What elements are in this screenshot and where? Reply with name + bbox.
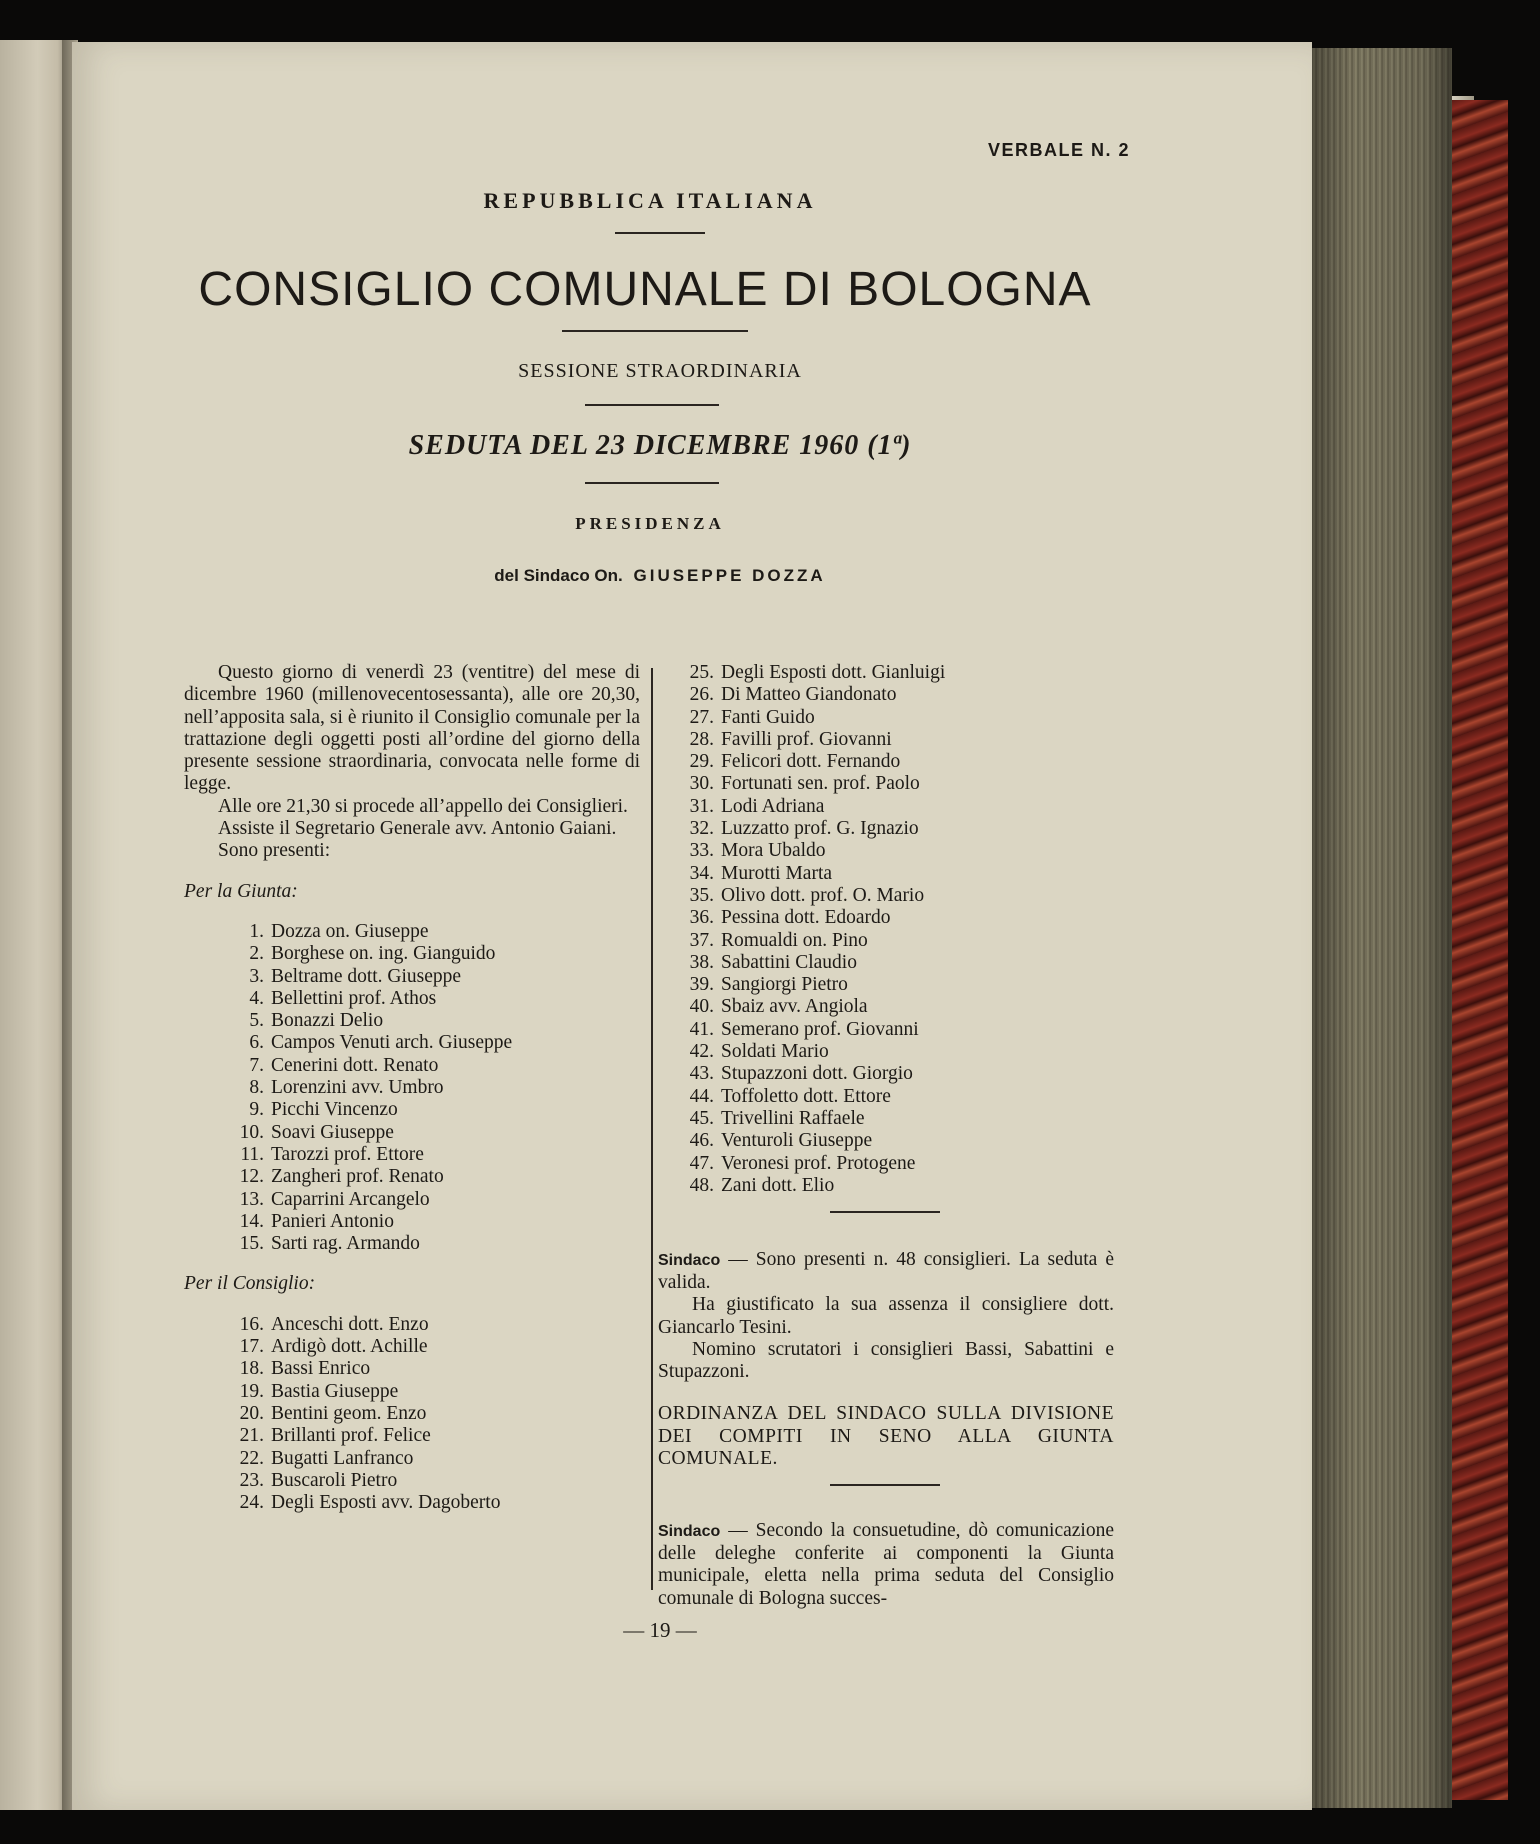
member-number: 38. <box>689 951 714 973</box>
member-item <box>658 1130 1114 1152</box>
member-name: Anceschi dott. Enzo <box>271 1313 429 1335</box>
member-item <box>184 1099 640 1121</box>
member-number: 36. <box>689 907 714 929</box>
member-item <box>658 729 1114 751</box>
member-name: Fanti Guido <box>721 706 815 728</box>
member-number: 13. <box>239 1188 264 1210</box>
member-name: Bellettini prof. Athos <box>271 987 437 1009</box>
member-number: 45. <box>689 1107 714 1129</box>
proceedings-paragraph: Ha giustificato la sua assenza il consigliere dott. Giancarlo Tesini. <box>658 1294 1114 1338</box>
member-item <box>184 1336 640 1358</box>
member-number: 2. <box>249 943 264 965</box>
member-item <box>658 1086 1114 1108</box>
member-item <box>184 988 640 1010</box>
member-name: Trivellini Raffaele <box>721 1107 865 1129</box>
member-number: 32. <box>689 818 714 840</box>
member-name: Mora Ubaldo <box>721 840 826 862</box>
member-number: 39. <box>689 974 714 996</box>
member-number: 34. <box>689 862 714 884</box>
member-number: 8. <box>249 1077 264 1099</box>
member-name: Olivo dott. prof. O. Mario <box>721 884 925 906</box>
member-item <box>184 1492 640 1514</box>
member-name: Semerano prof. Giovanni <box>721 1018 919 1040</box>
member-item <box>184 1144 640 1166</box>
member-item <box>658 907 1114 929</box>
member-number: 12. <box>239 1166 264 1188</box>
member-item <box>658 930 1114 952</box>
ordinance-heading: ORDINANZA DEL SINDACO SULLA DIVISIONE DEI COMPITI IN SENO ALLA GIUNTA COMUNALE. <box>658 1403 1114 1469</box>
council-title: CONSIGLIO COMUNALE DI BOLOGNA <box>198 263 1092 316</box>
member-name: Murotti Marta <box>721 862 833 884</box>
member-number: 28. <box>689 728 714 750</box>
member-number: 42. <box>689 1041 714 1063</box>
member-name: Pessina dott. Edoardo <box>721 907 891 929</box>
proceedings-paragraph <box>658 1520 1114 1610</box>
member-name: Sarti rag. Armando <box>271 1233 420 1255</box>
member-number: 47. <box>689 1152 714 1174</box>
member-name: Favilli prof. Giovanni <box>721 728 892 750</box>
proceedings-text: — Sono presenti n. 48 consiglieri. La seduta è valida. <box>658 1248 1114 1293</box>
member-name: Zani dott. Elio <box>721 1174 835 1196</box>
member-item <box>184 966 640 988</box>
member-number: 33. <box>689 840 714 862</box>
member-item <box>658 1041 1114 1063</box>
member-number: 46. <box>689 1130 714 1152</box>
marbled-cover <box>1452 100 1508 1800</box>
member-number: 11. <box>240 1143 264 1165</box>
member-number: 4. <box>249 987 264 1009</box>
member-item <box>184 1314 640 1336</box>
member-name: Dozza on. Giuseppe <box>271 920 429 942</box>
member-name: Toffoletto dott. Ettore <box>721 1085 891 1107</box>
member-name: Bonazzi Delio <box>271 1010 384 1032</box>
verbale-number: VERBALE N. 2 <box>987 140 1130 160</box>
member-number: 15. <box>239 1233 264 1255</box>
session-title: SESSIONE STRAORDINARIA <box>518 360 802 382</box>
member-number: 26. <box>689 684 714 706</box>
member-name: Bastia Giuseppe <box>271 1380 399 1402</box>
member-name: Di Matteo Giandonato <box>721 684 897 706</box>
member-item <box>658 885 1114 907</box>
member-name: Picchi Vincenzo <box>271 1099 398 1121</box>
member-name: Sangiorgi Pietro <box>721 974 848 996</box>
member-item <box>184 1358 640 1380</box>
member-name: Cenerini dott. Renato <box>271 1054 439 1076</box>
intro-paragraph: Alle ore 21,30 si procede all’appello dei Consiglieri. <box>218 795 628 817</box>
divider <box>585 482 719 484</box>
divider <box>830 1211 940 1213</box>
member-number: 1. <box>249 920 264 942</box>
member-number: 21. <box>239 1425 264 1447</box>
member-number: 24. <box>239 1492 264 1514</box>
member-number: 44. <box>689 1085 714 1107</box>
proceedings-paragraph <box>658 1249 1114 1295</box>
member-item <box>658 684 1114 706</box>
member-name: Bentini geom. Enzo <box>271 1402 427 1424</box>
divider <box>615 232 705 234</box>
member-name: Degli Esposti avv. Dagoberto <box>271 1492 501 1514</box>
member-name: Caparrini Arcangelo <box>271 1188 430 1210</box>
member-number: 14. <box>239 1210 264 1232</box>
member-name: Lorenzini avv. Umbro <box>271 1077 444 1099</box>
member-name: Buscaroli Pietro <box>271 1469 398 1491</box>
member-name: Venturoli Giuseppe <box>721 1130 873 1152</box>
member-item <box>658 1019 1114 1041</box>
member-number: 7. <box>249 1054 264 1076</box>
member-number: 25. <box>689 662 714 683</box>
member-number: 19. <box>239 1380 264 1402</box>
member-item <box>184 1055 640 1077</box>
member-number: 10. <box>239 1121 264 1143</box>
member-name: Degli Esposti dott. Gianluigi <box>721 662 946 683</box>
giunta-label: Per la Giunta: <box>184 880 298 902</box>
member-name: Luzzatto prof. G. Ignazio <box>721 818 919 840</box>
member-name: Brillanti prof. Felice <box>271 1425 431 1447</box>
member-item <box>658 707 1114 729</box>
member-item <box>658 1063 1114 1085</box>
member-name: Fortunati sen. prof. Paolo <box>721 773 920 795</box>
left-column <box>184 662 640 1514</box>
member-item <box>658 818 1114 840</box>
member-name: Sbaiz avv. Angiola <box>721 996 868 1018</box>
consiglio-list-left <box>184 1314 640 1515</box>
consiglio-list-right <box>658 662 1114 1197</box>
member-item <box>184 1233 640 1255</box>
member-number: 3. <box>249 965 264 987</box>
republic-title: REPUBBLICA ITALIANA <box>483 188 817 213</box>
member-item <box>658 662 1114 684</box>
member-number: 6. <box>249 1032 264 1054</box>
right-column <box>658 662 1114 1610</box>
member-item <box>658 996 1114 1018</box>
member-item <box>184 1166 640 1188</box>
member-name: Zangheri prof. Renato <box>271 1166 444 1188</box>
member-name: Campos Venuti arch. Giuseppe <box>271 1032 513 1054</box>
member-name: Soldati Mario <box>721 1041 829 1063</box>
giunta-list <box>184 921 640 1255</box>
member-number: 37. <box>689 929 714 951</box>
member-item <box>658 773 1114 795</box>
member-name: Romualdi on. Pino <box>721 929 868 951</box>
member-name: Beltrame dott. Giuseppe <box>271 965 462 987</box>
member-item <box>658 1153 1114 1175</box>
member-item <box>658 796 1114 818</box>
member-name: Bassi Enrico <box>271 1358 371 1380</box>
member-name: Veronesi prof. Protogene <box>721 1152 916 1174</box>
member-item <box>658 1175 1114 1197</box>
member-name: Borghese on. ing. Gianguido <box>271 943 496 965</box>
intro-paragraph: Sono presenti: <box>218 840 331 862</box>
member-number: 17. <box>239 1336 264 1358</box>
presided-by-prefix: del Sindaco On. <box>494 566 623 585</box>
presided-by-name: GIUSEPPE DOZZA <box>633 566 826 585</box>
member-item <box>184 1010 640 1032</box>
member-number: 35. <box>689 884 714 906</box>
consiglio-label: Per il Consiglio: <box>184 1273 316 1295</box>
member-item <box>184 1077 640 1099</box>
member-name: Ardigò dott. Achille <box>271 1336 428 1358</box>
member-item <box>184 1425 640 1447</box>
left-page-edge <box>0 40 68 1810</box>
sitting-title: SEDUTA DEL 23 DICEMBRE 1960 (1ª) <box>408 430 912 461</box>
member-number: 31. <box>689 795 714 817</box>
intro-paragraph: Assiste il Segretario Generale avv. Antonio Gaiani. <box>218 818 617 840</box>
member-number: 23. <box>239 1469 264 1491</box>
member-number: 30. <box>689 773 714 795</box>
member-number: 29. <box>689 751 714 773</box>
divider <box>585 404 719 406</box>
member-item <box>184 1032 640 1054</box>
column-divider <box>651 668 653 1590</box>
member-name: Felicori dott. Fernando <box>721 751 901 773</box>
member-number: 40. <box>689 996 714 1018</box>
member-name: Lodi Adriana <box>721 795 825 817</box>
member-number: 22. <box>239 1447 264 1469</box>
member-name: Tarozzi prof. Ettore <box>271 1143 424 1165</box>
member-number: 5. <box>249 1010 264 1032</box>
divider <box>830 1484 940 1486</box>
presidency-label: PRESIDENZA <box>575 514 725 533</box>
member-name: Panieri Antonio <box>271 1210 394 1232</box>
divider <box>562 330 748 332</box>
member-item <box>184 921 640 943</box>
member-item <box>184 943 640 965</box>
speaker-label: Sindaco <box>658 1251 721 1269</box>
member-number: 48. <box>689 1174 714 1196</box>
member-item <box>184 1189 640 1211</box>
member-item <box>658 952 1114 974</box>
member-item <box>184 1470 640 1492</box>
member-item <box>658 840 1114 862</box>
member-item <box>658 863 1114 885</box>
page-number: — 19 — <box>623 1618 697 1642</box>
intro-paragraph: Questo giorno di venerdì 23 (ventitre) del mese di dicembre 1960 (millenovecentosessanta), alle ore 20,30, nell’apposita sala, si è riunito il Consiglio comunale per la trattazione degli oggetti posti all’ordine del giorno della presente sessione straordinaria, convocata nelle forme di legge. <box>184 662 640 795</box>
member-number: 9. <box>249 1099 264 1121</box>
member-name: Bugatti Lanfranco <box>271 1447 414 1469</box>
member-item <box>184 1211 640 1233</box>
member-item <box>184 1122 640 1144</box>
member-name: Sabattini Claudio <box>721 951 857 973</box>
speaker-label: Sindaco <box>658 1522 721 1540</box>
member-name: Stupazzoni dott. Giorgio <box>721 1063 913 1085</box>
member-item <box>658 974 1114 996</box>
member-item <box>184 1403 640 1425</box>
member-number: 27. <box>689 706 714 728</box>
presided-by <box>380 566 940 586</box>
proceedings-text: — Secondo la consuetudine, dò comunicazione delle deleghe conferite ai componenti la Giunta municipale, eletta nella prima seduta del Consiglio comunale di Bologna succes- <box>658 1519 1115 1609</box>
member-number: 43. <box>689 1063 714 1085</box>
member-name: Soavi Giuseppe <box>271 1121 394 1143</box>
member-item <box>658 751 1114 773</box>
member-item <box>184 1448 640 1470</box>
proceedings-paragraph: Nomino scrutatori i consiglieri Bassi, Sabattini e Stupazzoni. <box>658 1338 1114 1383</box>
member-number: 41. <box>689 1018 714 1040</box>
member-number: 16. <box>239 1313 264 1335</box>
member-item <box>184 1381 640 1403</box>
member-item <box>658 1108 1114 1130</box>
member-number: 18. <box>239 1358 264 1380</box>
member-number: 20. <box>239 1402 264 1424</box>
